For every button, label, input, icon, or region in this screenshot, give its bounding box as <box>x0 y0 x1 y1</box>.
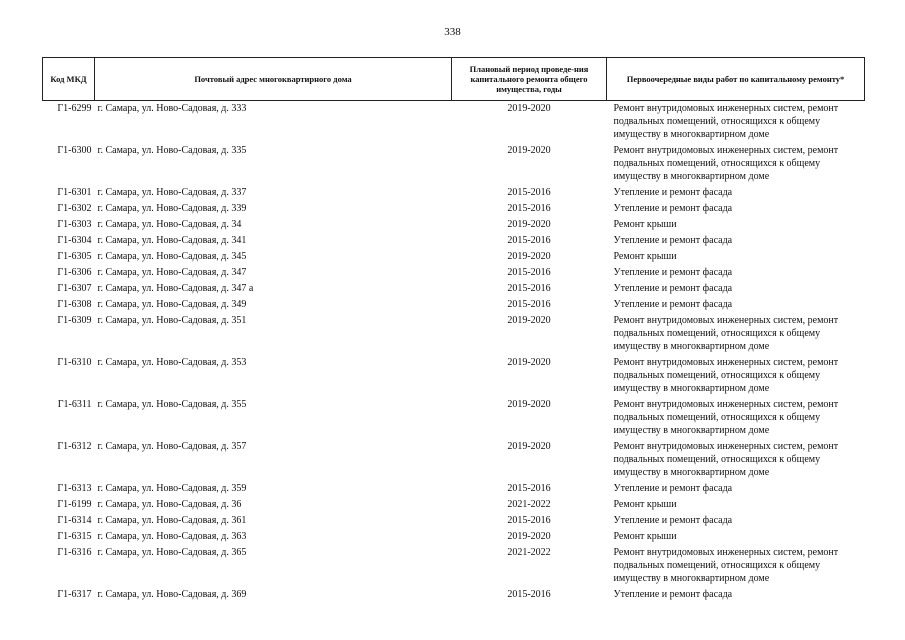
header-works: Первоочередные виды работ по капитальному ремонту* <box>607 58 865 101</box>
cell-code: Г1-6309 <box>57 315 92 326</box>
cell-code: Г1-6299 <box>57 103 92 114</box>
cell-address: г. Самара, ул. Ново-Садовая, д. 341 <box>97 235 247 246</box>
cell-period: 2019-2020 <box>507 399 551 410</box>
cell-works: Ремонт внутридомовых инженерных систем, ремонт подвальных помещений, относящихся к общему имуществу в многоквартирном доме <box>613 441 839 478</box>
cell-period: 2019-2020 <box>507 219 551 230</box>
cell-address: г. Самара, ул. Ново-Садовая, д. 357 <box>97 441 247 452</box>
cell-address: г. Самара, ул. Ново-Садовая, д. 365 <box>97 547 247 558</box>
table-row <box>43 201 865 217</box>
cell-code: Г1-6310 <box>57 357 92 368</box>
cell-address: г. Самара, ул. Ново-Садовая, д. 36 <box>97 499 242 510</box>
cell-period: 2019-2020 <box>507 145 551 156</box>
cell-code: Г1-6302 <box>57 203 92 214</box>
table-row <box>43 297 865 313</box>
cell-address: г. Самара, ул. Ново-Садовая, д. 349 <box>97 299 247 310</box>
cell-address: г. Самара, ул. Ново-Садовая, д. 361 <box>97 515 247 526</box>
cell-address: г. Самара, ул. Ново-Садовая, д. 363 <box>97 531 247 542</box>
cell-code: Г1-6311 <box>57 399 92 410</box>
cell-works: Ремонт внутридомовых инженерных систем, ремонт подвальных помещений, относящихся к общему имуществу в многоквартирном доме <box>613 315 839 352</box>
cell-period: 2015-2016 <box>507 299 551 310</box>
cell-period: 2015-2016 <box>507 235 551 246</box>
cell-period: 2015-2016 <box>507 187 551 198</box>
cell-works: Ремонт внутридомовых инженерных систем, ремонт подвальных помещений, относящихся к общему имуществу в многоквартирном доме <box>613 547 839 584</box>
cell-address: г. Самара, ул. Ново-Садовая, д. 369 <box>97 589 247 600</box>
table-row <box>43 439 865 481</box>
table-row <box>43 529 865 545</box>
cell-period: 2015-2016 <box>507 483 551 494</box>
cell-period: 2015-2016 <box>507 283 551 294</box>
table-row <box>43 355 865 397</box>
cell-code: Г1-6300 <box>57 145 92 156</box>
table-row <box>43 497 865 513</box>
cell-code: Г1-6305 <box>57 251 92 262</box>
cell-works: Утепление и ремонт фасада <box>613 483 733 494</box>
cell-works: Утепление и ремонт фасада <box>613 267 733 278</box>
cell-works: Утепление и ремонт фасада <box>613 203 733 214</box>
table-row <box>43 101 865 144</box>
header-period: Плановый период проведе-ния капитального ремонта общего имущества, годы <box>452 58 607 101</box>
cell-address: г. Самара, ул. Ново-Садовая, д. 347 <box>97 267 247 278</box>
cell-works: Ремонт крыши <box>613 251 677 262</box>
cell-works: Ремонт внутридомовых инженерных систем, ремонт подвальных помещений, относящихся к общему имуществу в многоквартирном доме <box>613 145 839 182</box>
repair-plan-table <box>42 57 865 603</box>
cell-code: Г1-6314 <box>57 515 92 526</box>
table-row <box>43 249 865 265</box>
cell-address: г. Самара, ул. Ново-Садовая, д. 353 <box>97 357 247 368</box>
cell-works: Ремонт крыши <box>613 531 677 542</box>
cell-address: г. Самара, ул. Ново-Садовая, д. 337 <box>97 187 247 198</box>
cell-address: г. Самара, ул. Ново-Садовая, д. 351 <box>97 315 247 326</box>
table-row <box>43 397 865 439</box>
cell-period: 2019-2020 <box>507 315 551 326</box>
cell-code: Г1-6312 <box>57 441 92 452</box>
cell-address: г. Самара, ул. Ново-Садовая, д. 335 <box>97 145 247 156</box>
cell-period: 2019-2020 <box>507 357 551 368</box>
table-row <box>43 513 865 529</box>
table-body <box>43 101 865 604</box>
cell-works: Ремонт внутридомовых инженерных систем, ремонт подвальных помещений, относящихся к общему имуществу в многоквартирном доме <box>613 399 839 436</box>
cell-code: Г1-6306 <box>57 267 92 278</box>
cell-code: Г1-6303 <box>57 219 92 230</box>
cell-address: г. Самара, ул. Ново-Садовая, д. 359 <box>97 483 247 494</box>
table-row <box>43 143 865 185</box>
cell-works: Утепление и ремонт фасада <box>613 235 733 246</box>
table-header-row <box>43 58 865 101</box>
cell-address: г. Самара, ул. Ново-Садовая, д. 355 <box>97 399 247 410</box>
cell-works: Ремонт внутридомовых инженерных систем, ремонт подвальных помещений, относящихся к общему имуществу в многоквартирном доме <box>613 357 839 394</box>
cell-period: 2019-2020 <box>507 441 551 452</box>
cell-period: 2015-2016 <box>507 203 551 214</box>
cell-address: г. Самара, ул. Ново-Садовая, д. 339 <box>97 203 247 214</box>
cell-period: 2021-2022 <box>507 499 551 510</box>
cell-code: Г1-6304 <box>57 235 92 246</box>
cell-code: Г1-6316 <box>57 547 92 558</box>
cell-works: Утепление и ремонт фасада <box>613 283 733 294</box>
cell-period: 2015-2016 <box>507 589 551 600</box>
cell-code: Г1-6313 <box>57 483 92 494</box>
cell-works: Ремонт крыши <box>613 219 677 230</box>
cell-period: 2019-2020 <box>507 103 551 114</box>
cell-period: 2021-2022 <box>507 547 551 558</box>
cell-works: Утепление и ремонт фасада <box>613 515 733 526</box>
cell-code: Г1-6317 <box>57 589 92 600</box>
cell-address: г. Самара, ул. Ново-Садовая, д. 333 <box>97 103 247 114</box>
cell-works: Утепление и ремонт фасада <box>613 187 733 198</box>
header-code: Код МКД <box>43 58 95 101</box>
cell-code: Г1-6307 <box>57 283 92 294</box>
header-address: Почтовый адрес многоквартирного дома <box>95 58 452 101</box>
cell-works: Ремонт крыши <box>613 499 677 510</box>
table-row <box>43 545 865 587</box>
cell-code: Г1-6315 <box>57 531 92 542</box>
cell-code: Г1-6308 <box>57 299 92 310</box>
table-row <box>43 313 865 355</box>
cell-code: Г1-6199 <box>57 499 92 510</box>
cell-works: Ремонт внутридомовых инженерных систем, ремонт подвальных помещений, относящихся к общему имуществу в многоквартирном доме <box>613 103 839 140</box>
table-row <box>43 481 865 497</box>
cell-works: Утепление и ремонт фасада <box>613 299 733 310</box>
cell-period: 2019-2020 <box>507 251 551 262</box>
table-row <box>43 281 865 297</box>
table-row <box>43 185 865 201</box>
cell-period: 2015-2016 <box>507 515 551 526</box>
table-row <box>43 587 865 603</box>
cell-address: г. Самара, ул. Ново-Садовая, д. 345 <box>97 251 247 262</box>
cell-address: г. Самара, ул. Ново-Садовая, д. 34 <box>97 219 242 230</box>
cell-period: 2015-2016 <box>507 267 551 278</box>
table-row <box>43 217 865 233</box>
page-number: 338 <box>444 26 461 38</box>
table-row <box>43 265 865 281</box>
cell-works: Утепление и ремонт фасада <box>613 589 733 600</box>
cell-code: Г1-6301 <box>57 187 92 198</box>
cell-period: 2019-2020 <box>507 531 551 542</box>
cell-address: г. Самара, ул. Ново-Садовая, д. 347 а <box>97 283 254 294</box>
table-row <box>43 233 865 249</box>
